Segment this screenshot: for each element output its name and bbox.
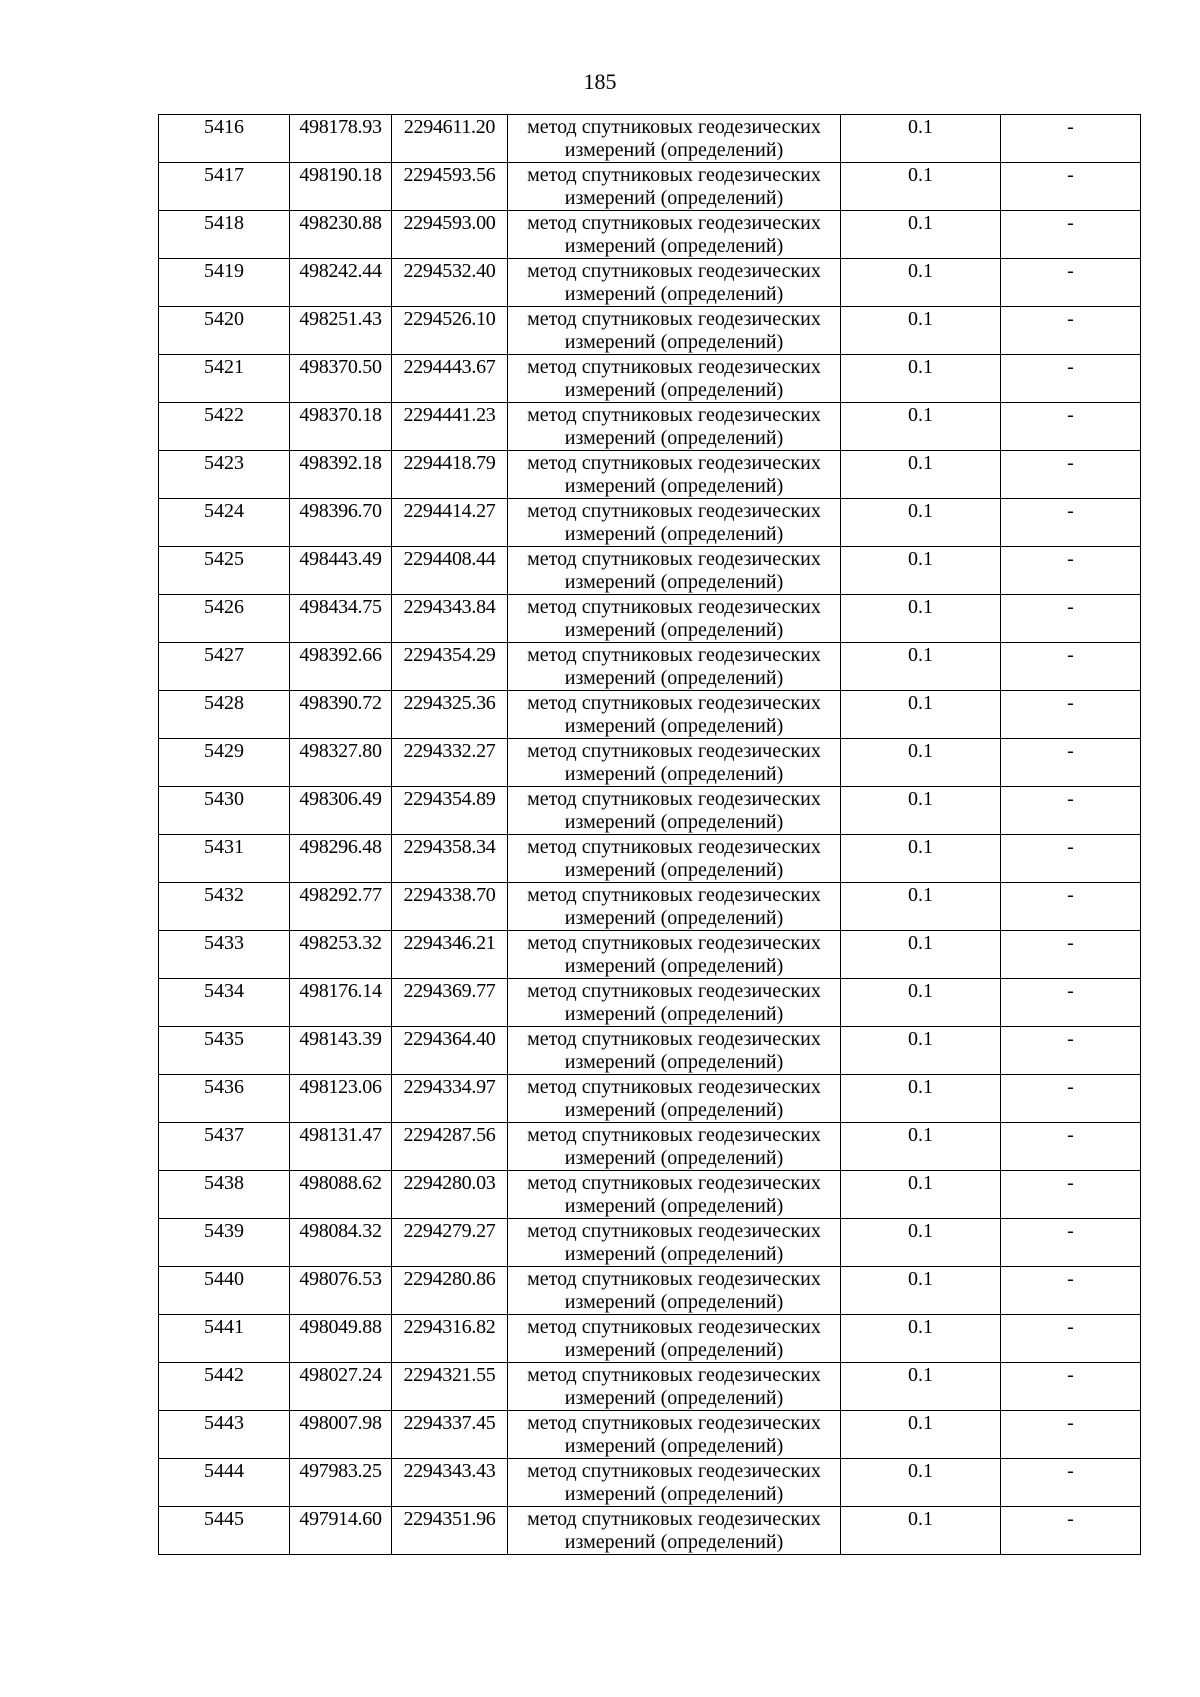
point-number-cell: 5445 xyxy=(159,1507,290,1555)
y-coordinate-cell: 2294280.86 xyxy=(392,1267,508,1315)
y-coordinate-cell: 2294351.96 xyxy=(392,1507,508,1555)
method-cell: метод спутниковых геодезических измерений (определений) xyxy=(508,355,841,403)
table-row xyxy=(159,355,1141,403)
point-number-cell: 5443 xyxy=(159,1411,290,1459)
extra-cell: - xyxy=(1001,691,1141,739)
method-cell: метод спутниковых геодезических измерений (определений) xyxy=(508,835,841,883)
y-coordinate-cell: 2294526.10 xyxy=(392,307,508,355)
x-coordinate-cell: 498230.88 xyxy=(290,211,392,259)
y-coordinate-cell: 2294334.97 xyxy=(392,1075,508,1123)
table-row xyxy=(159,691,1141,739)
method-cell: метод спутниковых геодезических измерений (определений) xyxy=(508,1219,841,1267)
x-coordinate-cell: 498084.32 xyxy=(290,1219,392,1267)
table-row xyxy=(159,1315,1141,1363)
point-number-cell: 5428 xyxy=(159,691,290,739)
extra-cell: - xyxy=(1001,403,1141,451)
point-number-cell: 5438 xyxy=(159,1171,290,1219)
page-number: 185 xyxy=(583,69,617,94)
point-number-cell: 5434 xyxy=(159,979,290,1027)
extra-cell: - xyxy=(1001,643,1141,691)
extra-cell: - xyxy=(1001,451,1141,499)
y-coordinate-cell: 2294346.21 xyxy=(392,931,508,979)
point-number-cell: 5436 xyxy=(159,1075,290,1123)
point-number-cell: 5442 xyxy=(159,1363,290,1411)
point-number-cell: 5441 xyxy=(159,1315,290,1363)
accuracy-cell: 0.1 xyxy=(841,1315,1001,1363)
extra-cell: - xyxy=(1001,499,1141,547)
point-number-cell: 5416 xyxy=(159,115,290,163)
table-row xyxy=(159,1411,1141,1459)
accuracy-cell: 0.1 xyxy=(841,595,1001,643)
accuracy-cell: 0.1 xyxy=(841,1459,1001,1507)
y-coordinate-cell: 2294443.67 xyxy=(392,355,508,403)
x-coordinate-cell: 498443.49 xyxy=(290,547,392,595)
table-row xyxy=(159,1171,1141,1219)
accuracy-cell: 0.1 xyxy=(841,883,1001,931)
method-cell: метод спутниковых геодезических измерений (определений) xyxy=(508,1171,841,1219)
extra-cell: - xyxy=(1001,739,1141,787)
accuracy-cell: 0.1 xyxy=(841,403,1001,451)
point-number-cell: 5432 xyxy=(159,883,290,931)
accuracy-cell: 0.1 xyxy=(841,355,1001,403)
accuracy-cell: 0.1 xyxy=(841,259,1001,307)
x-coordinate-cell: 498370.18 xyxy=(290,403,392,451)
y-coordinate-cell: 2294343.43 xyxy=(392,1459,508,1507)
method-cell: метод спутниковых геодезических измерений (определений) xyxy=(508,547,841,595)
accuracy-cell: 0.1 xyxy=(841,307,1001,355)
x-coordinate-cell: 498242.44 xyxy=(290,259,392,307)
point-number-cell: 5433 xyxy=(159,931,290,979)
accuracy-cell: 0.1 xyxy=(841,739,1001,787)
y-coordinate-cell: 2294343.84 xyxy=(392,595,508,643)
table-row xyxy=(159,1027,1141,1075)
method-cell: метод спутниковых геодезических измерений (определений) xyxy=(508,1411,841,1459)
extra-cell: - xyxy=(1001,1027,1141,1075)
x-coordinate-cell: 498176.14 xyxy=(290,979,392,1027)
x-coordinate-cell: 498306.49 xyxy=(290,787,392,835)
x-coordinate-cell: 498292.77 xyxy=(290,883,392,931)
y-coordinate-cell: 2294354.89 xyxy=(392,787,508,835)
table-row xyxy=(159,1219,1141,1267)
accuracy-cell: 0.1 xyxy=(841,1411,1001,1459)
table-row xyxy=(159,1459,1141,1507)
x-coordinate-cell: 498076.53 xyxy=(290,1267,392,1315)
x-coordinate-cell: 498434.75 xyxy=(290,595,392,643)
x-coordinate-cell: 498251.43 xyxy=(290,307,392,355)
extra-cell: - xyxy=(1001,883,1141,931)
extra-cell: - xyxy=(1001,211,1141,259)
method-cell: метод спутниковых геодезических измерений (определений) xyxy=(508,643,841,691)
method-cell: метод спутниковых геодезических измерений (определений) xyxy=(508,691,841,739)
y-coordinate-cell: 2294316.82 xyxy=(392,1315,508,1363)
accuracy-cell: 0.1 xyxy=(841,1123,1001,1171)
extra-cell: - xyxy=(1001,1219,1141,1267)
extra-cell: - xyxy=(1001,1459,1141,1507)
extra-cell: - xyxy=(1001,1075,1141,1123)
y-coordinate-cell: 2294593.56 xyxy=(392,163,508,211)
y-coordinate-cell: 2294611.20 xyxy=(392,115,508,163)
y-coordinate-cell: 2294441.23 xyxy=(392,403,508,451)
extra-cell: - xyxy=(1001,547,1141,595)
accuracy-cell: 0.1 xyxy=(841,979,1001,1027)
method-cell: метод спутниковых геодезических измерений (определений) xyxy=(508,163,841,211)
accuracy-cell: 0.1 xyxy=(841,211,1001,259)
x-coordinate-cell: 498396.70 xyxy=(290,499,392,547)
method-cell: метод спутниковых геодезических измерений (определений) xyxy=(508,1315,841,1363)
table-row xyxy=(159,403,1141,451)
x-coordinate-cell: 498327.80 xyxy=(290,739,392,787)
point-number-cell: 5444 xyxy=(159,1459,290,1507)
table-row xyxy=(159,1507,1141,1555)
point-number-cell: 5418 xyxy=(159,211,290,259)
x-coordinate-cell: 498392.66 xyxy=(290,643,392,691)
x-coordinate-cell: 497983.25 xyxy=(290,1459,392,1507)
table-row xyxy=(159,451,1141,499)
accuracy-cell: 0.1 xyxy=(841,1507,1001,1555)
method-cell: метод спутниковых геодезических измерений (определений) xyxy=(508,499,841,547)
y-coordinate-cell: 2294369.77 xyxy=(392,979,508,1027)
accuracy-cell: 0.1 xyxy=(841,691,1001,739)
point-number-cell: 5429 xyxy=(159,739,290,787)
method-cell: метод спутниковых геодезических измерений (определений) xyxy=(508,739,841,787)
accuracy-cell: 0.1 xyxy=(841,1171,1001,1219)
table-row xyxy=(159,499,1141,547)
y-coordinate-cell: 2294325.36 xyxy=(392,691,508,739)
x-coordinate-cell: 498123.06 xyxy=(290,1075,392,1123)
extra-cell: - xyxy=(1001,979,1141,1027)
y-coordinate-cell: 2294280.03 xyxy=(392,1171,508,1219)
extra-cell: - xyxy=(1001,931,1141,979)
x-coordinate-cell: 498253.32 xyxy=(290,931,392,979)
method-cell: метод спутниковых геодезических измерений (определений) xyxy=(508,307,841,355)
method-cell: метод спутниковых геодезических измерений (определений) xyxy=(508,115,841,163)
y-coordinate-cell: 2294287.56 xyxy=(392,1123,508,1171)
extra-cell: - xyxy=(1001,595,1141,643)
x-coordinate-cell: 498190.18 xyxy=(290,163,392,211)
method-cell: метод спутниковых геодезических измерений (определений) xyxy=(508,1027,841,1075)
extra-cell: - xyxy=(1001,307,1141,355)
method-cell: метод спутниковых геодезических измерений (определений) xyxy=(508,979,841,1027)
table-row xyxy=(159,739,1141,787)
y-coordinate-cell: 2294408.44 xyxy=(392,547,508,595)
table-row xyxy=(159,979,1141,1027)
extra-cell: - xyxy=(1001,787,1141,835)
accuracy-cell: 0.1 xyxy=(841,931,1001,979)
x-coordinate-cell: 498370.50 xyxy=(290,355,392,403)
table-row xyxy=(159,931,1141,979)
y-coordinate-cell: 2294354.29 xyxy=(392,643,508,691)
accuracy-cell: 0.1 xyxy=(841,499,1001,547)
method-cell: метод спутниковых геодезических измерений (определений) xyxy=(508,259,841,307)
method-cell: метод спутниковых геодезических измерений (определений) xyxy=(508,931,841,979)
method-cell: метод спутниковых геодезических измерений (определений) xyxy=(508,1267,841,1315)
accuracy-cell: 0.1 xyxy=(841,1027,1001,1075)
table-row xyxy=(159,307,1141,355)
x-coordinate-cell: 498178.93 xyxy=(290,115,392,163)
table-row xyxy=(159,643,1141,691)
table-row xyxy=(159,1363,1141,1411)
x-coordinate-cell: 498131.47 xyxy=(290,1123,392,1171)
point-number-cell: 5417 xyxy=(159,163,290,211)
point-number-cell: 5424 xyxy=(159,499,290,547)
table-row xyxy=(159,787,1141,835)
table-row xyxy=(159,211,1141,259)
extra-cell: - xyxy=(1001,115,1141,163)
y-coordinate-cell: 2294532.40 xyxy=(392,259,508,307)
table-row xyxy=(159,835,1141,883)
method-cell: метод спутниковых геодезических измерений (определений) xyxy=(508,1075,841,1123)
accuracy-cell: 0.1 xyxy=(841,451,1001,499)
x-coordinate-cell: 498296.48 xyxy=(290,835,392,883)
y-coordinate-cell: 2294414.27 xyxy=(392,499,508,547)
accuracy-cell: 0.1 xyxy=(841,835,1001,883)
y-coordinate-cell: 2294338.70 xyxy=(392,883,508,931)
table-row xyxy=(159,1075,1141,1123)
extra-cell: - xyxy=(1001,259,1141,307)
point-number-cell: 5439 xyxy=(159,1219,290,1267)
table-row xyxy=(159,259,1141,307)
method-cell: метод спутниковых геодезических измерений (определений) xyxy=(508,1507,841,1555)
extra-cell: - xyxy=(1001,163,1141,211)
point-number-cell: 5420 xyxy=(159,307,290,355)
point-number-cell: 5422 xyxy=(159,403,290,451)
method-cell: метод спутниковых геодезических измерений (определений) xyxy=(508,451,841,499)
extra-cell: - xyxy=(1001,835,1141,883)
table-row xyxy=(159,883,1141,931)
coordinates-table-body xyxy=(159,115,1141,1555)
y-coordinate-cell: 2294364.40 xyxy=(392,1027,508,1075)
y-coordinate-cell: 2294332.27 xyxy=(392,739,508,787)
method-cell: метод спутниковых геодезических измерений (определений) xyxy=(508,1363,841,1411)
extra-cell: - xyxy=(1001,1363,1141,1411)
y-coordinate-cell: 2294321.55 xyxy=(392,1363,508,1411)
extra-cell: - xyxy=(1001,1171,1141,1219)
accuracy-cell: 0.1 xyxy=(841,1363,1001,1411)
accuracy-cell: 0.1 xyxy=(841,643,1001,691)
y-coordinate-cell: 2294418.79 xyxy=(392,451,508,499)
method-cell: метод спутниковых геодезических измерений (определений) xyxy=(508,787,841,835)
accuracy-cell: 0.1 xyxy=(841,115,1001,163)
point-number-cell: 5419 xyxy=(159,259,290,307)
point-number-cell: 5427 xyxy=(159,643,290,691)
point-number-cell: 5425 xyxy=(159,547,290,595)
table-row xyxy=(159,595,1141,643)
table-row xyxy=(159,115,1141,163)
table-row xyxy=(159,547,1141,595)
point-number-cell: 5421 xyxy=(159,355,290,403)
method-cell: метод спутниковых геодезических измерений (определений) xyxy=(508,883,841,931)
y-coordinate-cell: 2294358.34 xyxy=(392,835,508,883)
accuracy-cell: 0.1 xyxy=(841,1075,1001,1123)
point-number-cell: 5435 xyxy=(159,1027,290,1075)
accuracy-cell: 0.1 xyxy=(841,787,1001,835)
coordinates-table xyxy=(158,114,1141,1555)
x-coordinate-cell: 498007.98 xyxy=(290,1411,392,1459)
table-row xyxy=(159,1267,1141,1315)
y-coordinate-cell: 2294593.00 xyxy=(392,211,508,259)
method-cell: метод спутниковых геодезических измерений (определений) xyxy=(508,1459,841,1507)
point-number-cell: 5430 xyxy=(159,787,290,835)
point-number-cell: 5426 xyxy=(159,595,290,643)
method-cell: метод спутниковых геодезических измерений (определений) xyxy=(508,595,841,643)
accuracy-cell: 0.1 xyxy=(841,547,1001,595)
method-cell: метод спутниковых геодезических измерений (определений) xyxy=(508,1123,841,1171)
extra-cell: - xyxy=(1001,1315,1141,1363)
accuracy-cell: 0.1 xyxy=(841,163,1001,211)
extra-cell: - xyxy=(1001,1411,1141,1459)
point-number-cell: 5423 xyxy=(159,451,290,499)
extra-cell: - xyxy=(1001,1123,1141,1171)
table-row xyxy=(159,1123,1141,1171)
extra-cell: - xyxy=(1001,1507,1141,1555)
point-number-cell: 5440 xyxy=(159,1267,290,1315)
accuracy-cell: 0.1 xyxy=(841,1267,1001,1315)
x-coordinate-cell: 498088.62 xyxy=(290,1171,392,1219)
x-coordinate-cell: 498392.18 xyxy=(290,451,392,499)
method-cell: метод спутниковых геодезических измерений (определений) xyxy=(508,403,841,451)
x-coordinate-cell: 498027.24 xyxy=(290,1363,392,1411)
y-coordinate-cell: 2294337.45 xyxy=(392,1411,508,1459)
method-cell: метод спутниковых геодезических измерений (определений) xyxy=(508,211,841,259)
x-coordinate-cell: 498390.72 xyxy=(290,691,392,739)
extra-cell: - xyxy=(1001,1267,1141,1315)
x-coordinate-cell: 498143.39 xyxy=(290,1027,392,1075)
point-number-cell: 5437 xyxy=(159,1123,290,1171)
table-row xyxy=(159,163,1141,211)
x-coordinate-cell: 497914.60 xyxy=(290,1507,392,1555)
x-coordinate-cell: 498049.88 xyxy=(290,1315,392,1363)
point-number-cell: 5431 xyxy=(159,835,290,883)
y-coordinate-cell: 2294279.27 xyxy=(392,1219,508,1267)
accuracy-cell: 0.1 xyxy=(841,1219,1001,1267)
extra-cell: - xyxy=(1001,355,1141,403)
